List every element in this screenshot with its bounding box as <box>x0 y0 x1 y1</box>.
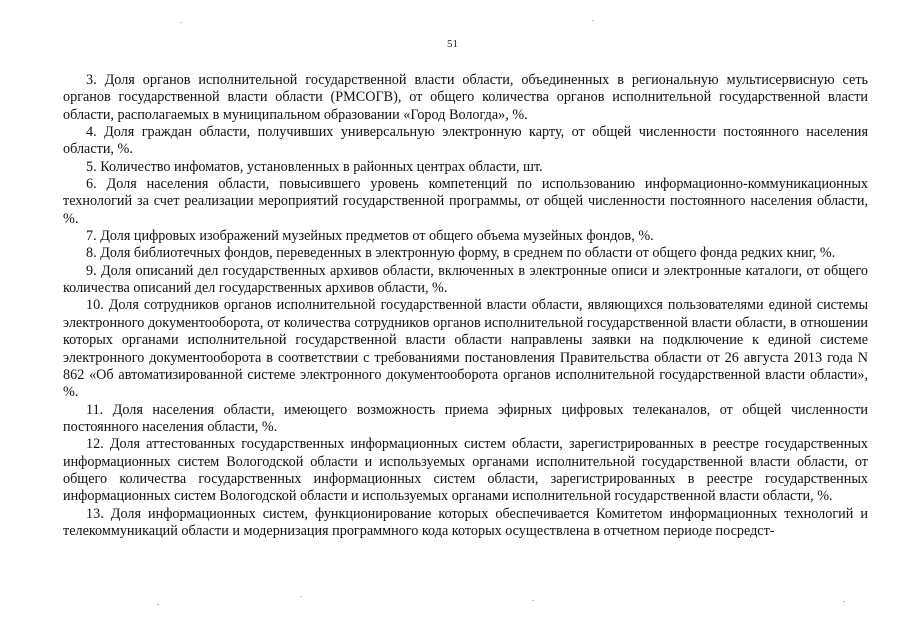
scan-speck <box>300 596 302 597</box>
scan-speck <box>592 20 594 21</box>
scan-speck <box>843 601 845 602</box>
paragraph-item-5: 5. Количество инфоматов, установленных в районных центрах области, шт. <box>86 158 543 175</box>
scan-speck <box>157 604 159 605</box>
paragraph-item-12: 12. Доля аттестованных государственных информационных систем области, зарегистрированных в реестре государственных информационных систем Вологодской области и используемых органами исполнительной государственной власти области, от общего количества государственных информационных систем области, зарегистрированных в реестре государственных информационных систем Вологодской области и используемых органами исполнительной государственной власти области, %. <box>63 436 868 505</box>
paragraph-item-8: 8. Доля библиотечных фондов, переведенных в электронную форму, в среднем по области от общего фонда редких книг, %. <box>86 245 836 262</box>
paragraph-item-13: 13. Доля информационных систем, функционирование которых обеспечивается Комитетом информационных технологий и телекоммуникаций области и модернизация программного кода которых осуществлена в отчетном периоде посредст- <box>63 505 868 539</box>
document-body <box>63 72 868 540</box>
scan-speck <box>532 600 534 601</box>
page-number: 51 <box>447 38 458 50</box>
paragraph-item-4: 4. Доля граждан области, получивших универсальную электронную карту, от общей численности постоянного населения области, %. <box>63 124 868 158</box>
paragraph-item-11: 11. Доля населения области, имеющего возможность приема эфирных цифровых телеканалов, от общей численности постоянного населения области, %. <box>63 401 868 435</box>
paragraph-item-10: 10. Доля сотрудников органов исполнительной государственной власти области, являющихся пользователями единой системы электронного документооборота, от количества сотрудников органов исполнительной государственной власти области, в отношении которых органами исполнительной государственной власти области направлены заявки на подключение к единой системе электронного документооборота в соответствии с требованиями постановления Правительства области от 26 августа 2013 года N 862 «Об автоматизированной системе электронного документооборота органов исполнительной государственной власти области», %. <box>63 297 868 401</box>
paragraph-item-9: 9. Доля описаний дел государственных архивов области, включенных в электронные описи и электронные каталоги, от общего количества описаний дел государственных архивов области, %. <box>63 262 868 297</box>
paragraph-item-7: 7. Доля цифровых изображений музейных предметов от общего объема музейных фондов, %. <box>86 228 654 245</box>
paragraph-item-6: 6. Доля населения области, повысившего уровень компетенций по использованию информационно-коммуникационных технологий за счет реализации мероприятий государственной программы, от общей численности постоянного населения области, %. <box>63 176 868 227</box>
paragraph-item-3: 3. Доля органов исполнительной государственной власти области, объединенных в региональную мультисервисную сеть органов государственной власти области (РМСОГВ), от общего количества органов исполнительной государственной власти области, располагаемых в муниципальном образовании «Город Вологда», %. <box>63 72 868 123</box>
scan-speck <box>180 22 182 23</box>
